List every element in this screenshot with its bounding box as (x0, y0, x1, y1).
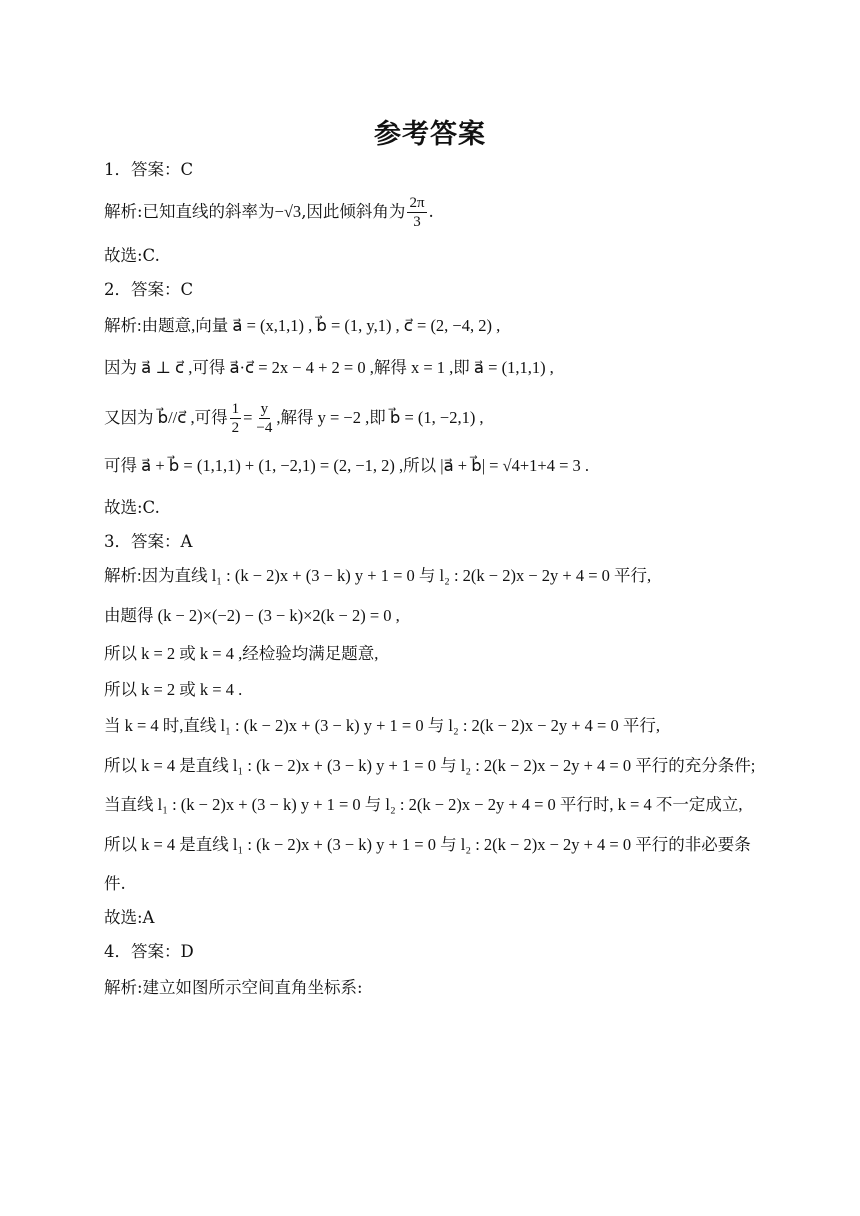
q2-fraction-1-denominator: 2 (231, 420, 240, 436)
q3-line-3: 所以 k = 2 或 k = 4 ,经检验均满足题意, (104, 644, 379, 663)
q2-choice: 故选:C. (104, 498, 160, 517)
q3-line-1: 解析:因为直线 l₁ : (k − 2)x + (3 − k) y + 1 = 0 与 l₂ : 2(k − 2)x − 2y + 4 = 0 平行, (104, 566, 652, 585)
q1-answer: 1．答案：C (104, 160, 194, 179)
page-title: 参考答案 (374, 119, 486, 150)
q2-line-3-text-b: ,解得 y = −2 ,即 b⃗ = (1, −2,1) , (276, 408, 484, 427)
q2-answer: 2．答案：C (104, 280, 194, 299)
q4-line-1: 解析:建立如图所示空间直角坐标系: (104, 978, 363, 997)
q3-line-4: 所以 k = 2 或 k = 4 . (104, 680, 243, 699)
q2-equals: = (243, 408, 253, 427)
q1-text-a: 解析:已知直线的斜率为 (104, 202, 275, 221)
q3-line-7: 当直线 l₁ : (k − 2)x + (3 − k) y + 1 = 0 与 l₂ : 2(k − 2)x − 2y + 4 = 0 平行时, k = 4 不一定成立, (104, 795, 743, 814)
q2-line-1: 解析:由题意,向量 a⃗ = (x,1,1) , b⃗ = (1, y,1) , c⃗ = (2, −4, 2) , (104, 316, 501, 335)
q2-fraction-2-denominator: −4 (256, 420, 273, 436)
q2-fraction-y (254, 400, 274, 437)
q2-fraction-2-numerator: y (260, 401, 269, 417)
q1-explanation (104, 194, 770, 231)
q2-line-3-text-a: 又因为 b⃗//c⃗ ,可得 (104, 408, 228, 427)
q2-fraction-half (230, 400, 242, 437)
q2-line-4: 可得 a⃗ + b⃗ = (1,1,1) + (1, −2,1) = (2, −1, 2) ,所以 |a⃗ + b⃗| = √4+1+4 = 3 . (104, 456, 590, 475)
q1-slope: −√3 (274, 202, 302, 221)
q1-angle-fraction (407, 194, 426, 231)
q3-answer: 3．答案：A (104, 532, 193, 551)
q3-line-6: 所以 k = 4 是直线 l₁ : (k − 2)x + (3 − k) y + 1 = 0 与 l₂ : 2(k − 2)x − 2y + 4 = 0 平行的充分条件; (104, 756, 756, 775)
q2-line-2: 因为 a⃗ ⊥ c⃗ ,可得 a⃗·c⃗ = 2x − 4 + 2 = 0 ,解得 x = 1 ,即 a⃗ = (1,1,1) , (104, 358, 554, 377)
q3-line-2: 由题得 (k − 2)×(−2) − (3 − k)×2(k − 2) = 0 , (104, 606, 400, 625)
q1-text-b: ,因此倾斜角为 (301, 202, 406, 221)
q3-line-5: 当 k = 4 时,直线 l₁ : (k − 2)x + (3 − k) y + 1 = 0 与 l₂ : 2(k − 2)x − 2y + 4 = 0 平行, (104, 716, 660, 735)
q3-line-8: 所以 k = 4 是直线 l₁ : (k − 2)x + (3 − k) y + 1 = 0 与 l₂ : 2(k − 2)x − 2y + 4 = 0 平行的非必要条 (104, 835, 751, 854)
q4-answer: 4．答案：D (104, 942, 194, 961)
q1-fraction-denominator: 3 (413, 214, 421, 230)
q1-choice: 故选:C. (104, 246, 160, 265)
q3-line-9: 件. (104, 874, 126, 893)
q1-fraction-numerator: 2π (409, 195, 425, 211)
q1-text-end: . (428, 202, 434, 221)
q3-choice: 故选:A (104, 908, 155, 927)
q2-line-3 (104, 400, 770, 437)
q2-fraction-1-numerator: 1 (231, 401, 240, 417)
